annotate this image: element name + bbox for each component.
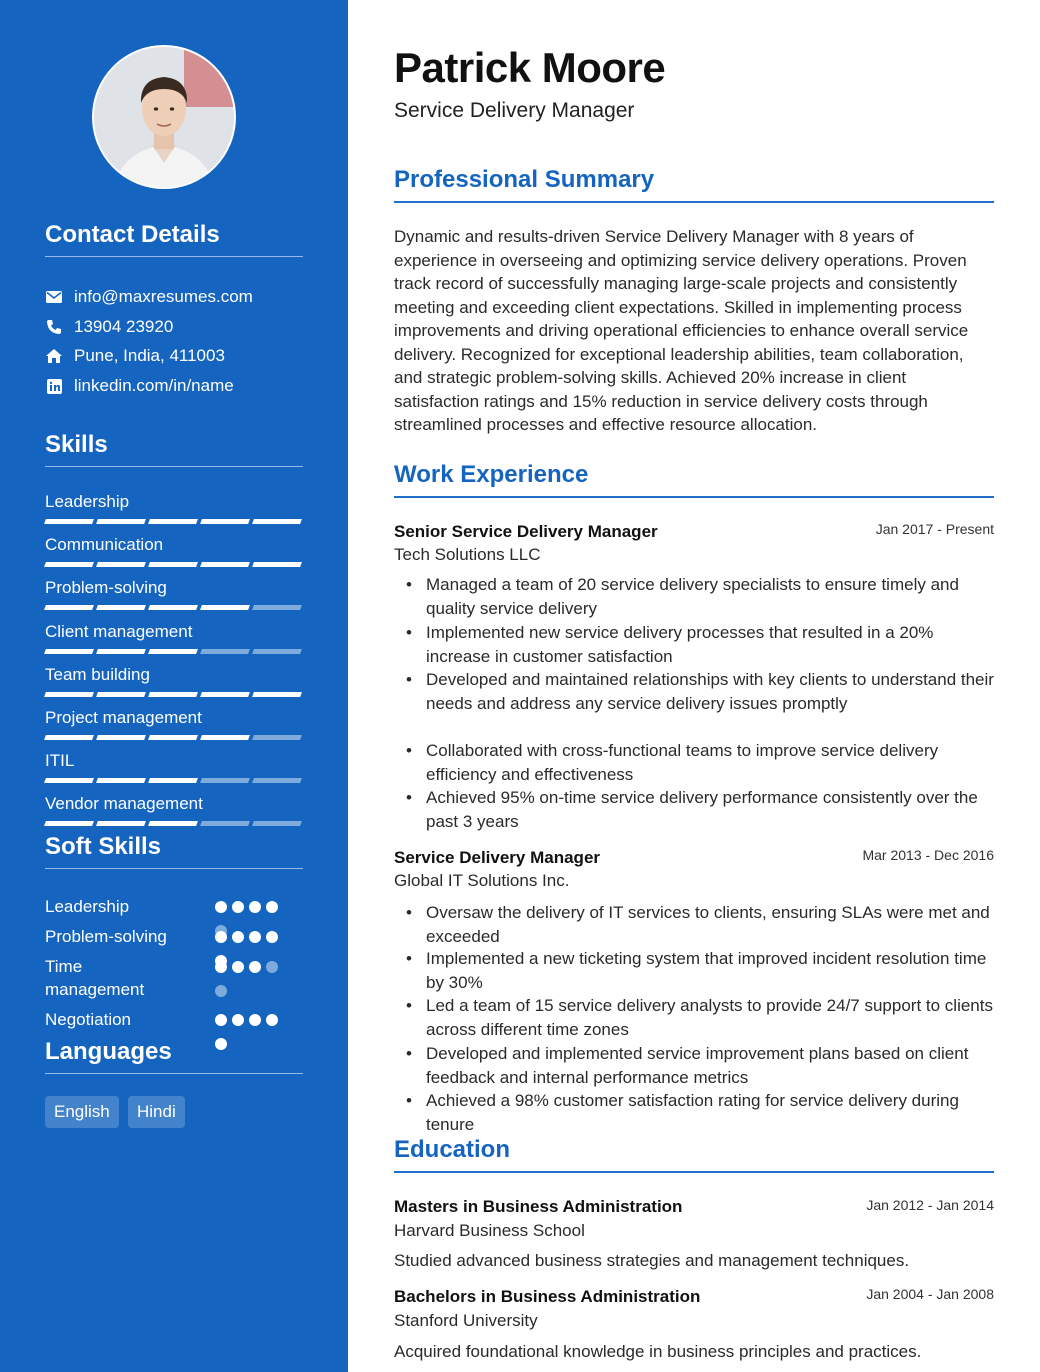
contact-location xyxy=(45,345,225,367)
school-name: Harvard Business School xyxy=(394,1221,585,1240)
soft-skill-dot xyxy=(266,931,278,943)
skill-level-segment xyxy=(44,605,94,610)
skill-level-segment xyxy=(44,692,94,697)
main-content xyxy=(348,0,1040,1372)
skills-title: Skills xyxy=(45,431,108,458)
skill-name: Team building xyxy=(45,664,150,684)
skill-level-segment xyxy=(200,692,250,697)
soft-skill-dot xyxy=(232,1014,244,1026)
job-bullet: • Implemented new service delivery processes that resulted in a 20% increase in customer satisfaction xyxy=(426,621,998,668)
skill-level-segment xyxy=(252,649,302,654)
skill-level-segment xyxy=(44,778,94,783)
envelope-icon xyxy=(45,288,63,306)
soft-skill-dot xyxy=(232,901,244,913)
degree-dates: Jan 2004 - Jan 2008 xyxy=(866,1286,994,1302)
skill-level-segment xyxy=(148,649,198,654)
avatar xyxy=(92,45,236,189)
skill-name: Client management xyxy=(45,621,193,641)
soft-skill-dot xyxy=(266,1014,278,1026)
skills-section xyxy=(45,430,303,814)
divider xyxy=(394,201,994,203)
skill-level-bar xyxy=(45,605,301,610)
soft-skill-dot xyxy=(249,901,261,913)
job-bullet: • Implemented a new ticketing system that improved incident resolution time by 30% xyxy=(426,947,998,994)
skill-level-segment xyxy=(44,562,94,567)
skill-level-segment xyxy=(148,605,198,610)
skill-name: Problem-solving xyxy=(45,578,167,598)
soft-skill-dot xyxy=(249,931,261,943)
language-pill: Hindi xyxy=(128,1096,185,1128)
skill-level-segment xyxy=(200,821,250,826)
soft-skill-dot xyxy=(215,985,227,997)
divider xyxy=(394,496,994,498)
job-company: Tech Solutions LLC xyxy=(394,545,541,564)
skill-level-bar xyxy=(45,649,301,654)
languages-title: Languages xyxy=(45,1038,172,1065)
job-title: Service Delivery Manager xyxy=(394,848,601,867)
contact-email-text: info@maxresumes.com xyxy=(74,287,253,306)
soft-skill-name: Negotiation xyxy=(45,1010,132,1029)
skill-level-segment xyxy=(200,735,250,740)
language-pill: English xyxy=(45,1096,119,1128)
skill-level-segment xyxy=(252,562,302,567)
skill-level-bar xyxy=(45,778,301,783)
contact-linkedin-text: linkedin.com/in/name xyxy=(74,376,234,395)
soft-skill-dot xyxy=(266,961,278,973)
skill-level-bar xyxy=(45,735,301,740)
soft-skill-dot xyxy=(266,901,278,913)
soft-skill-dot xyxy=(232,931,244,943)
candidate-role: Service Delivery Manager xyxy=(394,99,635,122)
job-bullet: • Developed and implemented service improvement plans based on client feedback and internal performance metrics xyxy=(426,1042,998,1089)
divider xyxy=(45,466,303,467)
skill-level-bar xyxy=(45,562,301,567)
skill-level-segment xyxy=(96,821,146,826)
contact-section xyxy=(45,220,303,395)
soft-skill-dot xyxy=(215,1014,227,1026)
skill-name: Project management xyxy=(45,708,202,727)
skill-level-segment xyxy=(96,519,146,524)
job-bullet: • Developed and maintained relationships with key clients to understand their needs and address any service delivery issues promptly xyxy=(426,668,998,715)
skill-level-segment xyxy=(148,735,198,740)
job-company: Global IT Solutions Inc. xyxy=(394,871,570,890)
contact-phone-text: 13904 23920 xyxy=(74,317,174,336)
skill-level-segment xyxy=(200,778,250,783)
skill-level-bar xyxy=(45,692,301,697)
candidate-name: Patrick Moore xyxy=(394,44,666,91)
degree-description: Studied advanced business strategies and management techniques. xyxy=(394,1251,910,1270)
contact-email[interactable] xyxy=(45,286,253,308)
job-title: Senior Service Delivery Manager xyxy=(394,522,658,541)
job-bullet: • Achieved a 98% customer satisfaction rating for service delivery during tenure xyxy=(426,1089,998,1136)
skill-level-segment xyxy=(252,692,302,697)
skill-level-segment xyxy=(252,605,302,610)
person-photo-icon xyxy=(94,47,234,187)
soft-skills-title: Soft Skills xyxy=(45,833,162,860)
skill-name: ITIL xyxy=(45,751,75,771)
skill-level-segment xyxy=(96,692,146,697)
degree-title: Masters in Business Administration xyxy=(394,1197,683,1216)
job-bullet: • Oversaw the delivery of IT services to clients, ensuring SLAs were met and exceeded xyxy=(426,901,998,948)
divider xyxy=(45,868,303,869)
skill-level-segment xyxy=(200,519,250,524)
phone-icon xyxy=(45,318,63,336)
job-bullet: • Led a team of 15 service delivery analysts to provide 24/7 support to clients across different time zones xyxy=(426,994,998,1041)
soft-skill-dot xyxy=(249,961,261,973)
skill-level-segment xyxy=(252,735,302,740)
contact-location-text: Pune, India, 411003 xyxy=(74,346,225,365)
skill-level-segment xyxy=(96,649,146,654)
school-name: Stanford University xyxy=(394,1311,538,1330)
skill-name: Leadership xyxy=(45,492,130,511)
job-bullet: • Managed a team of 20 service delivery specialists to ensure timely and quality service delivery xyxy=(426,573,998,620)
contact-title: Contact Details xyxy=(45,221,220,248)
summary-text: Dynamic and results-driven Service Delivery Manager with 8 years of experience in overseeing and optimizing service delivery operations. Proven track record of successfully managing large-scale projects and consistently meeting and exceeding client expectations. Skilled in implementing process improvements and driving operational efficiencies to enhance overall service delivery. Recognized for exceptional leadership abilities, team collaboration, and strategic problem-solving skills. Achieved 20% increase in client satisfaction ratings and 15% reduction in service delivery costs through streamlined processes and effective resource allocation. xyxy=(394,227,969,434)
soft-skill-name: Leadership xyxy=(45,897,130,916)
soft-skill-name: Time management xyxy=(45,957,145,999)
job-dates: Jan 2017 - Present xyxy=(875,521,994,537)
degree-title: Bachelors in Business Administration xyxy=(394,1287,701,1306)
skill-level-segment xyxy=(44,519,94,524)
soft-skill-dot xyxy=(215,931,227,943)
education-title: Education xyxy=(394,1136,511,1163)
soft-skill-dot xyxy=(249,1014,261,1026)
skill-level-bar xyxy=(45,821,301,826)
skill-level-segment xyxy=(44,649,94,654)
contact-linkedin[interactable] xyxy=(45,375,234,397)
skill-level-segment xyxy=(96,778,146,783)
divider xyxy=(45,1073,303,1074)
skill-level-segment xyxy=(252,778,302,783)
soft-skill-name: Problem-solving xyxy=(45,927,167,946)
languages-section xyxy=(45,1037,303,1121)
degree-dates: Jan 2012 - Jan 2014 xyxy=(866,1197,994,1213)
soft-skills-section xyxy=(45,832,303,1029)
soft-skill-dot xyxy=(232,961,244,973)
skill-level-segment xyxy=(44,821,94,826)
skill-level-segment xyxy=(200,649,250,654)
job-dates: Mar 2013 - Dec 2016 xyxy=(862,847,994,863)
skill-level-segment xyxy=(148,821,198,826)
skill-level-segment xyxy=(44,735,94,740)
divider xyxy=(394,1171,994,1173)
divider xyxy=(45,256,303,257)
degree-description: Acquired foundational knowledge in business principles and practices. xyxy=(394,1342,922,1361)
skill-level-segment xyxy=(96,735,146,740)
soft-skill-dot xyxy=(215,901,227,913)
skill-level-segment xyxy=(148,692,198,697)
job-bullet: • Collaborated with cross-functional teams to improve service delivery efficiency and effectiveness xyxy=(426,739,998,786)
skill-level-segment xyxy=(200,562,250,567)
skill-level-segment xyxy=(148,562,198,567)
skill-level-segment xyxy=(252,821,302,826)
sidebar xyxy=(0,0,348,1372)
skill-level-bar xyxy=(45,519,301,524)
skill-level-segment xyxy=(96,605,146,610)
skill-level-segment xyxy=(148,778,198,783)
skill-level-segment xyxy=(200,605,250,610)
skill-level-segment xyxy=(148,519,198,524)
summary-title: Professional Summary xyxy=(394,166,655,193)
soft-skill-dot xyxy=(215,961,227,973)
home-icon xyxy=(45,347,63,365)
contact-phone[interactable] xyxy=(45,316,173,338)
skill-name: Vendor management xyxy=(45,794,203,814)
skill-name: Communication xyxy=(45,535,164,555)
experience-title: Work Experience xyxy=(394,461,589,488)
job-bullet: • Achieved 95% on-time service delivery performance consistently over the past 3 years xyxy=(426,786,998,833)
linkedin-icon xyxy=(45,377,63,395)
skill-level-segment xyxy=(96,562,146,567)
skill-level-segment xyxy=(252,519,302,524)
